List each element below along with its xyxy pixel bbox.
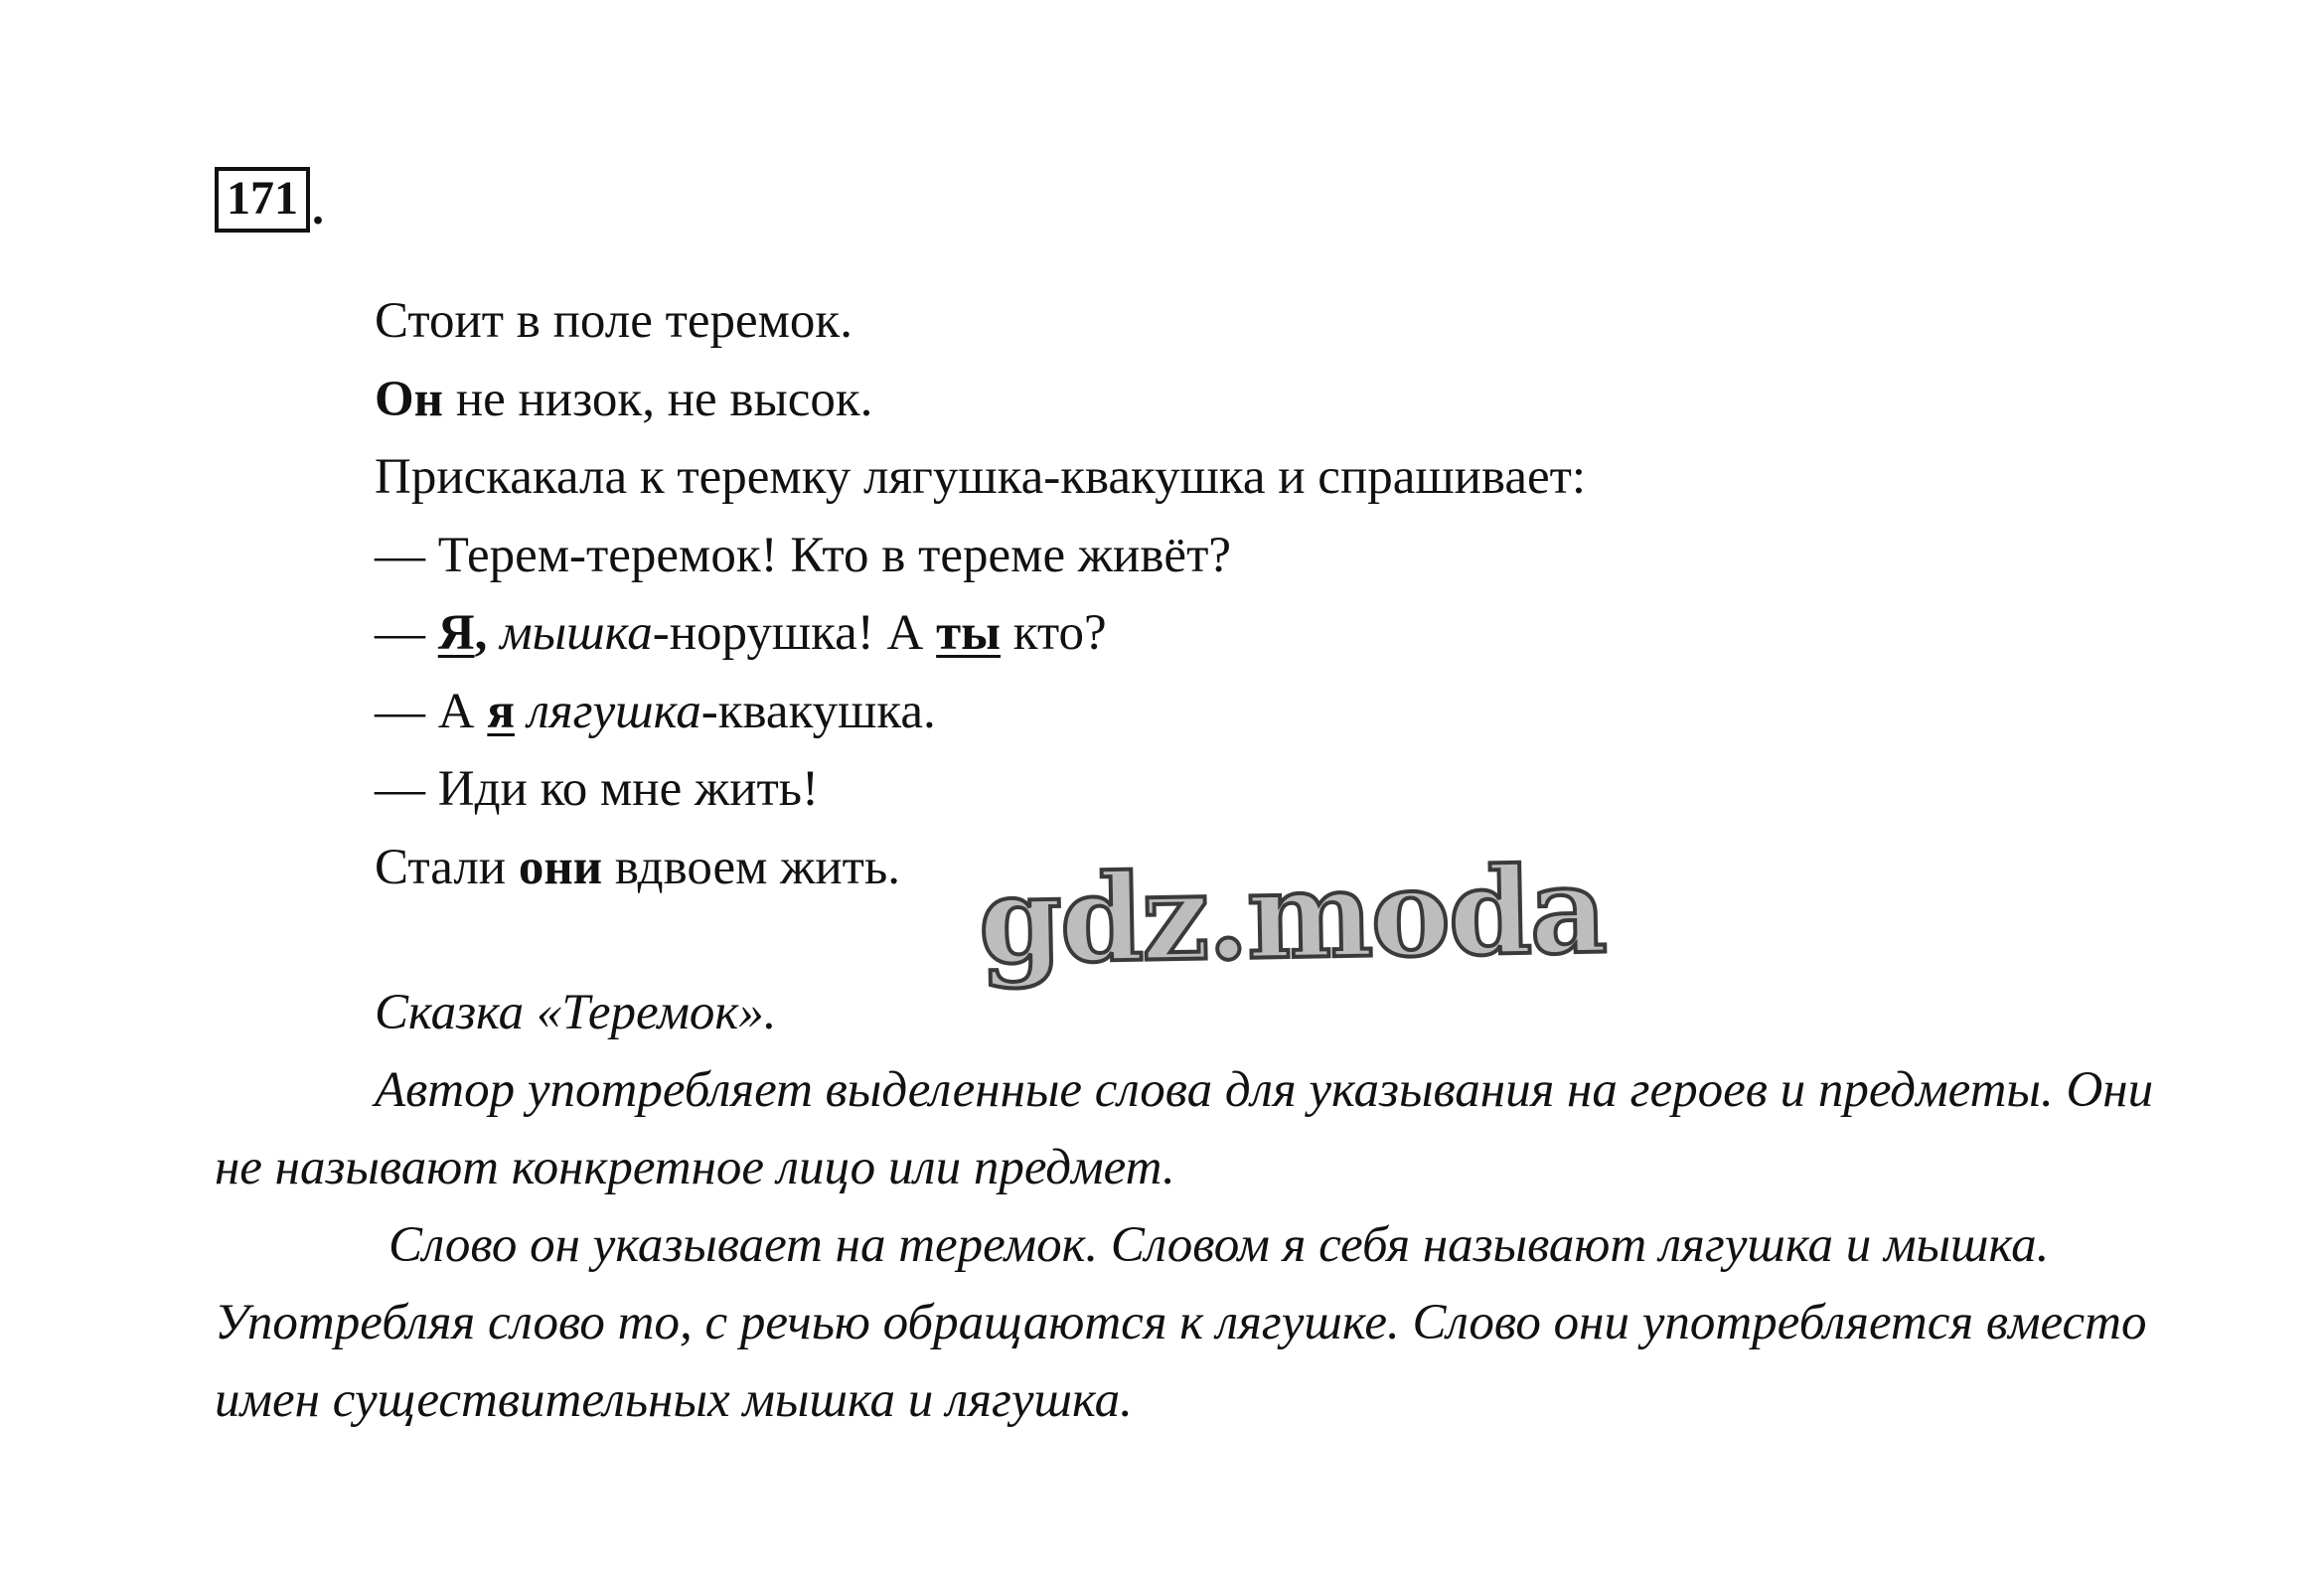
poem-line-5-mid: -норушка! А bbox=[652, 605, 937, 661]
poem-line-4 bbox=[375, 517, 1586, 595]
answer-paragraph-2: Слово он указывает на теремок. Словом я себя называют лягушка и мышка. Употребляя слово то, с речью обращаются к лягушке. Слово они употребляется вместо имен существительных мышка и лягушка. bbox=[215, 1217, 2147, 1428]
watermark-logo: gdz.moda bbox=[977, 840, 1607, 992]
poem-line-1 bbox=[375, 282, 1586, 361]
poem-line-5-end: кто? bbox=[1001, 605, 1107, 661]
italic-word-lyagushka: лягушка bbox=[527, 683, 701, 739]
poem-line-5-comma: , bbox=[474, 605, 488, 661]
poem-line-3 bbox=[375, 438, 1586, 517]
poem-line-4-text: — Терем-теремок! Кто в тереме живёт? bbox=[375, 527, 1231, 583]
task-number-box: 171 bbox=[215, 167, 310, 233]
poem-line-8-end: вдвоем жить. bbox=[602, 839, 900, 895]
poem-line-5 bbox=[375, 594, 1586, 673]
poem-line-6-space bbox=[515, 684, 528, 739]
poem-line-3-text: Прискакала к теремку лягушка-квакушка и спрашивает: bbox=[375, 449, 1587, 505]
poem-line-2-text: не низок, не высок. bbox=[443, 371, 873, 427]
poem-line-8-start: Стали bbox=[375, 839, 519, 895]
task-number-dot: . bbox=[312, 182, 324, 235]
poem-line-6-start: — А bbox=[375, 683, 488, 739]
poem-text bbox=[375, 282, 1586, 906]
highlighted-pronoun-ty: ты bbox=[936, 605, 1001, 661]
answer-title: Сказка «Теремок». bbox=[375, 985, 777, 1040]
poem-line-6-end: -квакушка. bbox=[700, 683, 936, 739]
task-number bbox=[215, 167, 324, 233]
poem-line-6 bbox=[375, 673, 1586, 751]
italic-word-myshka: мышка bbox=[500, 605, 653, 661]
highlighted-pronoun-ya: Я bbox=[437, 605, 475, 661]
highlighted-pronoun-ya-2: я bbox=[487, 683, 515, 739]
poem-line-5-space bbox=[487, 605, 500, 661]
poem-line-1-text: Стоит в поле теремок. bbox=[375, 293, 852, 349]
highlighted-pronoun-on: Он bbox=[375, 371, 444, 427]
poem-line-7-text: — Иди ко мне жить! bbox=[375, 761, 820, 817]
answer-text bbox=[215, 974, 2162, 1439]
answer-paragraph-1: Автор употребляет выделенные слова для указывания на героев и предметы. Они не называют конкретное лицо или предмет. bbox=[215, 1062, 2154, 1195]
poem-line-2 bbox=[375, 361, 1586, 439]
highlighted-pronoun-oni: они bbox=[518, 839, 603, 895]
poem-line-7 bbox=[375, 750, 1586, 829]
poem-line-5-dash: — bbox=[375, 605, 438, 661]
